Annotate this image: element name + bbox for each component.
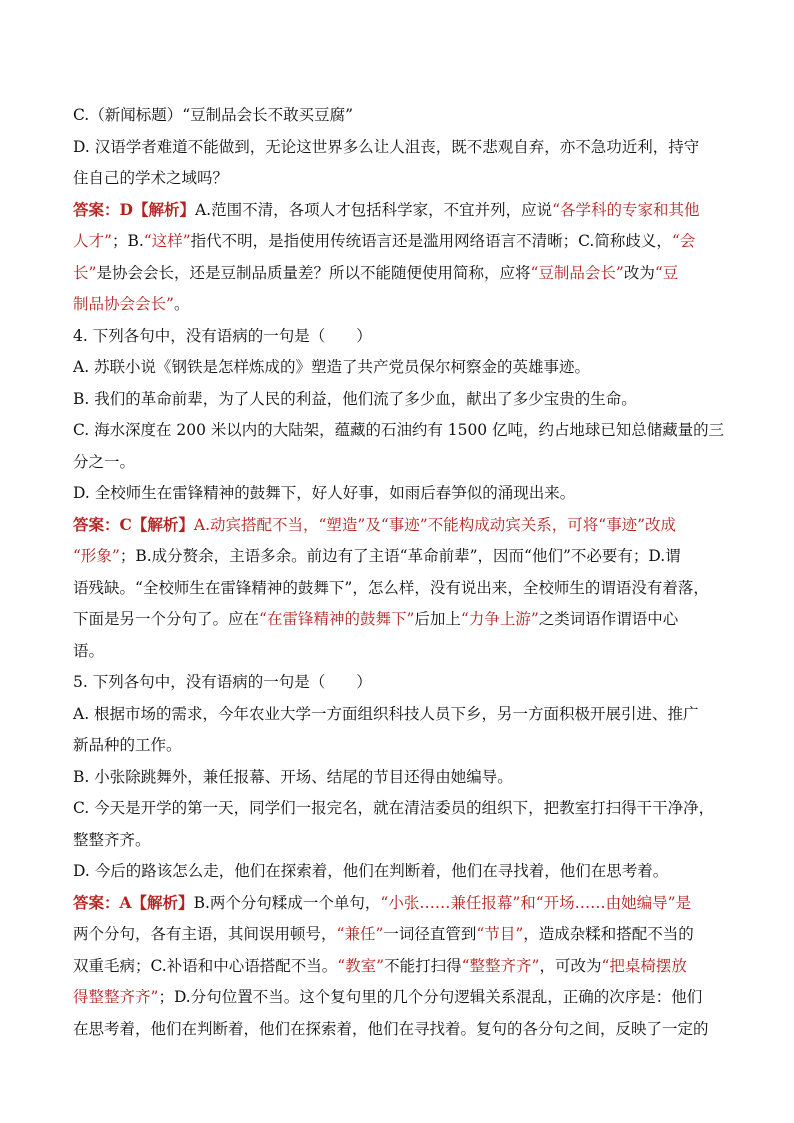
analysis-highlight: “节目”: [476, 925, 524, 943]
answer-label: 答案：: [73, 515, 120, 534]
analysis-text: 是协会会长，还是豆制品质量差？所以不能随便使用简称，应将: [96, 264, 531, 282]
q5-option-a-line2: 新品种的工作。: [73, 736, 182, 754]
q4-answer-line3: 语残缺。“全校师生在雷锋精神的鼓舞下”，怎么样，没有说出来，全校师生的谓语没有着落，: [73, 579, 709, 597]
analysis-highlight: 人才”: [73, 232, 112, 250]
analysis-highlight: 得整整齐齐”: [73, 988, 159, 1006]
analysis-text: 不能打扫得: [384, 957, 462, 975]
analysis-highlight: “塑造”及“事迹”不能构成动宾关系，可将“事迹”改成: [318, 516, 677, 534]
analysis-highlight: “把桌椅摆放: [601, 957, 687, 975]
q4-option-a: A. 苏联小说《钢铁是怎样炼成的》塑造了共产党员保尔柯察金的英雄事迹。: [73, 358, 591, 376]
analysis-text: 一词径直管到: [383, 925, 477, 943]
analysis-highlight: “各学科的专家和其他: [552, 201, 700, 219]
q4-answer-line1: [73, 515, 676, 535]
analysis-text: 两个分句，各有主语，其间误用顿号，: [73, 925, 337, 943]
q4-option-d: D. 全校师生在雷锋精神的鼓舞下，好人好事，如雨后春笋似的涌现出来。: [73, 484, 576, 502]
analysis-highlight: “兼任”: [336, 925, 384, 943]
analysis-highlight: “教室”: [337, 957, 385, 975]
analysis-text: 后加上: [414, 610, 461, 628]
q5-answer-line5: 在思考着，他们在判断着，他们在探索着，他们在寻找着。复句的各分句之间，反映了一定的: [73, 1020, 709, 1038]
analysis-text: 指代不明，是指使用传统语言还是滥用网络语言不清晰；C.简称歧义，: [190, 232, 672, 250]
analysis-highlight: “会: [671, 232, 696, 250]
q3-answer-line3: [73, 263, 678, 283]
q3-answer-line1: [73, 200, 700, 220]
q3-option-d-line1: D. 汉语学者难道不能做到，无论这世界多么让人沮丧，既不悲观自弃，亦不急功近利，持守: [73, 138, 700, 156]
analysis-highlight: “小张……兼任报幕”和“开场……由她编导”是: [380, 894, 692, 912]
q5-option-c-line2: 整整齐齐。: [73, 831, 151, 849]
q3-option-c: C.（新闻标题）“豆制品会长不敢买豆腐”: [73, 106, 354, 124]
analysis-text: 下面是另一个分句了。应在: [73, 610, 260, 628]
analysis-text: A.动宾搭配不当，: [193, 516, 319, 534]
analysis-highlight: “整整齐齐”: [461, 957, 540, 975]
analysis-text: A.范围不清，各项人才包括科学家，不宜并列，应说: [194, 201, 553, 219]
q3-answer-line4: [73, 294, 189, 314]
answer-letter: A: [119, 893, 132, 912]
analysis-text: ；B.: [111, 232, 144, 250]
analysis-tag: 【解析】: [132, 200, 195, 219]
answer-letter: D: [119, 200, 133, 219]
q5-answer-line3: [73, 956, 687, 976]
analysis-highlight: “力争上游”: [460, 610, 539, 628]
q5-option-c-line1: C. 今天是开学的第一天，同学们一报完名，就在清洁委员的组织下，把教室打扫得干干净净，: [73, 799, 715, 817]
analysis-text: ，可改为: [539, 957, 602, 975]
q4-stem: 4. 下列各句中，没有语病的一句是（ ）: [73, 327, 372, 345]
analysis-text: B.两个分句糅成一个单句，: [193, 894, 381, 912]
answer-label: 答案：: [73, 893, 120, 912]
analysis-text: ，造成杂糅和搭配不当的: [523, 925, 694, 943]
q5-option-b: B. 小张除跳舞外，兼任报幕、开场、结尾的节目还得由她编导。: [73, 768, 513, 786]
analysis-highlight: “这样”: [143, 232, 191, 250]
q4-answer-line5: 语。: [73, 642, 105, 660]
analysis-highlight: “形象”: [73, 547, 120, 565]
q4-option-c-line2: 分之一。: [73, 453, 136, 471]
q4-answer-line4: [73, 609, 678, 629]
analysis-text: 。: [173, 295, 190, 313]
q3-option-d-line2: 住自己的学术之域吗？: [73, 169, 229, 187]
q5-stem: 5. 下列各句中，没有语病的一句是（ ）: [73, 673, 372, 691]
analysis-highlight: “豆制品会长”: [530, 264, 624, 282]
analysis-text: 改为: [623, 264, 655, 282]
q3-answer-line2: [73, 231, 695, 251]
q5-option-d: D. 今后的路该怎么走，他们在探索着，他们在判断着，他们在寻找着，他们在思考着。: [73, 862, 669, 880]
q5-answer-line2: [73, 924, 694, 944]
analysis-highlight: 长”: [73, 264, 97, 282]
analysis-highlight: 制品协会会长”: [73, 295, 174, 313]
analysis-highlight: “豆: [654, 264, 679, 282]
q5-answer-line4: [73, 987, 702, 1007]
analysis-text: ；B.成分赘余，主语多余。前边有了主语“革命前辈”，因而“他们”不必要有；D.谓: [119, 547, 681, 565]
q5-answer-line1: [73, 893, 691, 913]
analysis-tag: 【解析】: [131, 893, 194, 912]
q5-option-a-line1: A. 根据市场的需求，今年农业大学一方面组织科技人员下乡，另一方面积极开展引进、推广: [73, 705, 699, 723]
analysis-tag: 【解析】: [131, 515, 194, 534]
q4-option-b: B. 我们的革命前辈，为了人民的利益，他们流了多少血，献出了多少宝贵的生命。: [73, 390, 637, 408]
q4-answer-line2: [73, 546, 681, 566]
analysis-text: 双重毛病；C.补语和中心语搭配不当。: [73, 957, 338, 975]
analysis-text: ；D.分句位置不当。这个复句里的几个分句逻辑关系混乱，正确的次序是：他们: [158, 988, 703, 1006]
answer-letter: C: [119, 515, 132, 534]
analysis-highlight: “在雷锋精神的鼓舞下”: [259, 610, 415, 628]
analysis-text: 之类词语作谓语中心: [538, 610, 679, 628]
answer-label: 答案：: [73, 200, 120, 219]
q4-option-c-line1: C. 海水深度在 200 米以内的大陆架，蕴藏的石油约有 1500 亿吨，约占地球已知总储藏量的三: [73, 421, 725, 439]
